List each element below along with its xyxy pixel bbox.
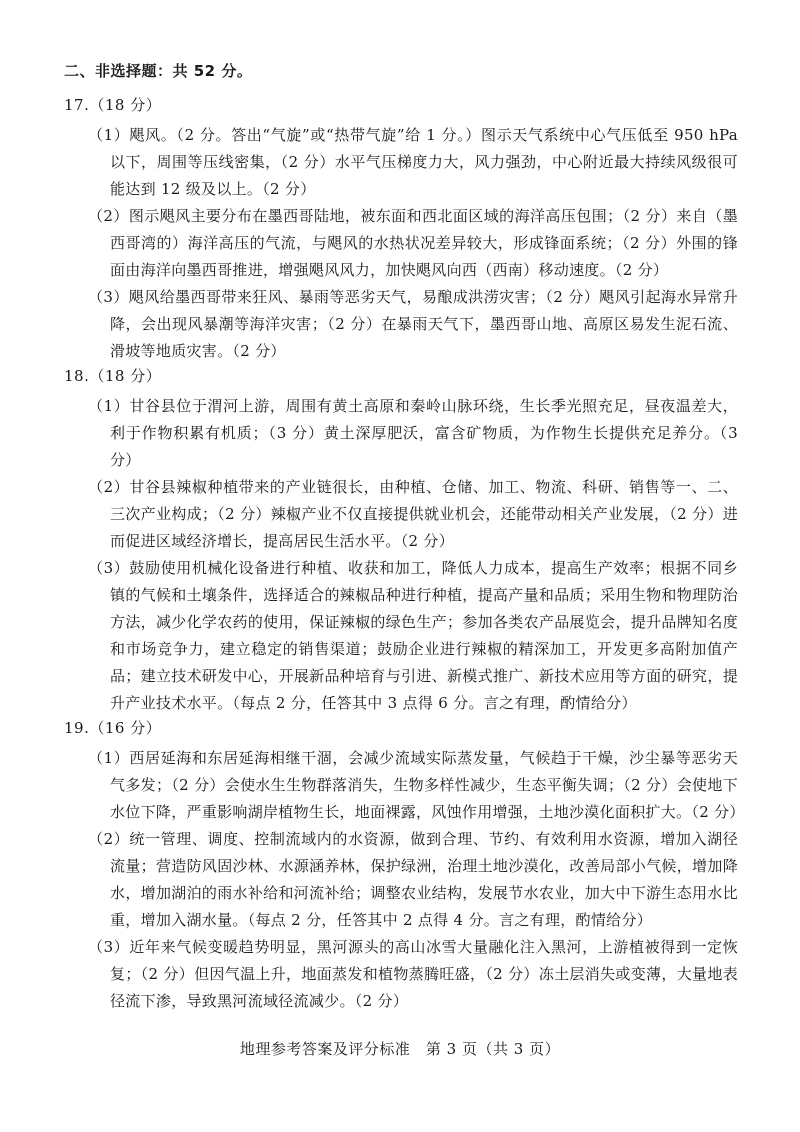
q18-part-1 (88, 393, 738, 474)
q17-part-2 (88, 203, 738, 284)
q19-part-3 (88, 934, 738, 1015)
q17-part-3 (88, 284, 738, 365)
q19-part-1 (88, 745, 745, 826)
q18-part-3-text: （3）鼓励使用机械化设备进行种植、收获和加工，降低人力成本，提高生产效率；根据不同乡镇的气候和土壤条件，选择适合的辣椒品种进行种植，提高产量和品质；采用生物和物理防治方法，减少化学农药的使用，保证辣椒的绿色生产；参加各类农产品展览会，提升品牌知名度和市场竞争力，建立稳定的销售渠道；鼓励企业进行辣椒的精深加工，开发更多高附加值产品；建立技术研发中心，开展新品种培育与引进、新模式推广、新技术应用等方面的研究，提升产业技术水平。（每点 2 分，任答其中 3 点得 6 分。言之有理，酌情给分） (88, 559, 738, 712)
question-18-header: 18.（18 分） (64, 367, 162, 385)
q17-part-3-text: （3）飓风给墨西哥带来狂风、暴雨等恶劣天气，易酿成洪涝灾害；（2 分）飓风引起海水异常升降，会出现风暴潮等海洋灾害；（2 分）在暴雨天气下，墨西哥山地、高原区易发生泥石流、滑坡等地质灾害。（2 分） (88, 288, 738, 360)
q17-part-1 (88, 122, 738, 203)
q18-part-1-text: （1）甘谷县位于渭河上游，周围有黄土高原和秦岭山脉环绕，生长季光照充足，昼夜温差大，利于作物积累有机质；（3 分）黄土深厚肥沃，富含矿物质，为作物生长提供充足养分。（3 分） (88, 397, 738, 469)
q17-part-1-text: （1）飓风。（2 分。答出“气旋”或“热带气旋”给 1 分。）图示天气系统中心气压低至 950 hPa 以下，周围等压线密集，（2 分）水平气压梯度力大，风力强劲，中心附近最大持续风级很可能达到 12 级及以上。（2 分） (88, 126, 738, 198)
q18-part-3 (88, 555, 738, 717)
q19-part-1-text: （1）西居延海和东居延海相继干涸，会减少流域实际蒸发量，气候趋于干燥，沙尘暴等恶劣天气多发；（2 分）会使水生生物群落消失，生物多样性减少，生态平衡失调；（2 分）会使地下水位下降，严重影响湖岸植物生长，地面裸露，风蚀作用增强，土地沙漠化面积扩大。（2 分） (88, 749, 745, 821)
page-footer: 地理参考答案及评分标准 第 3 页（共 3 页） (239, 1040, 561, 1058)
q18-part-2 (88, 474, 738, 555)
q19-part-3-text: （3）近年来气候变暖趋势明显，黑河源头的高山冰雪大量融化注入黑河，上游植被得到一定恢复；（2 分）但因气温上升，地面蒸发和植物蒸腾旺盛，（2 分）冻土层消失或变薄，大量地表径流下渗，导致黑河流域径流减少。（2 分） (88, 938, 738, 1010)
q19-part-2-text: （2）统一管理、调度、控制流域内的水资源，做到合理、节约、有效利用水资源，增加入湖径流量；营造防风固沙林、水源涵养林，保护绿洲，治理土地沙漠化，改善局部小气候，增加降水，增加湖泊的雨水补给和河流补给；调整农业结构，发展节水农业，加大中下游生态用水比重，增加入湖水量。（每点 2 分，任答其中 2 点得 4 分。言之有理，酌情给分） (88, 830, 738, 929)
q17-part-2-text: （2）图示飓风主要分布在墨西哥陆地，被东面和西北面区域的海洋高压包围；（2 分）来自（墨西哥湾的）海洋高压的气流，与飓风的水热状况差异较大，形成锋面系统；（2 分）外围的锋面由海洋向墨西哥推进，增强飓风风力，加快飓风向西（西南）移动速度。（2 分） (88, 207, 738, 279)
question-17-header: 17.（18 分） (64, 96, 162, 114)
q19-part-2 (88, 826, 738, 934)
question-19-header: 19.（16 分） (64, 719, 162, 737)
q18-part-2-text: （2）甘谷县辣椒种植带来的产业链很长，由种植、仓储、加工、物流、科研、销售等一、二、三次产业构成；（2 分）辣椒产业不仅直接提供就业机会，还能带动相关产业发展，（2 分）进而促进区域经济增长，提高居民生活水平。（2 分） (88, 478, 738, 550)
section-title: 二、非选择题：共 52 分。 (64, 62, 253, 80)
